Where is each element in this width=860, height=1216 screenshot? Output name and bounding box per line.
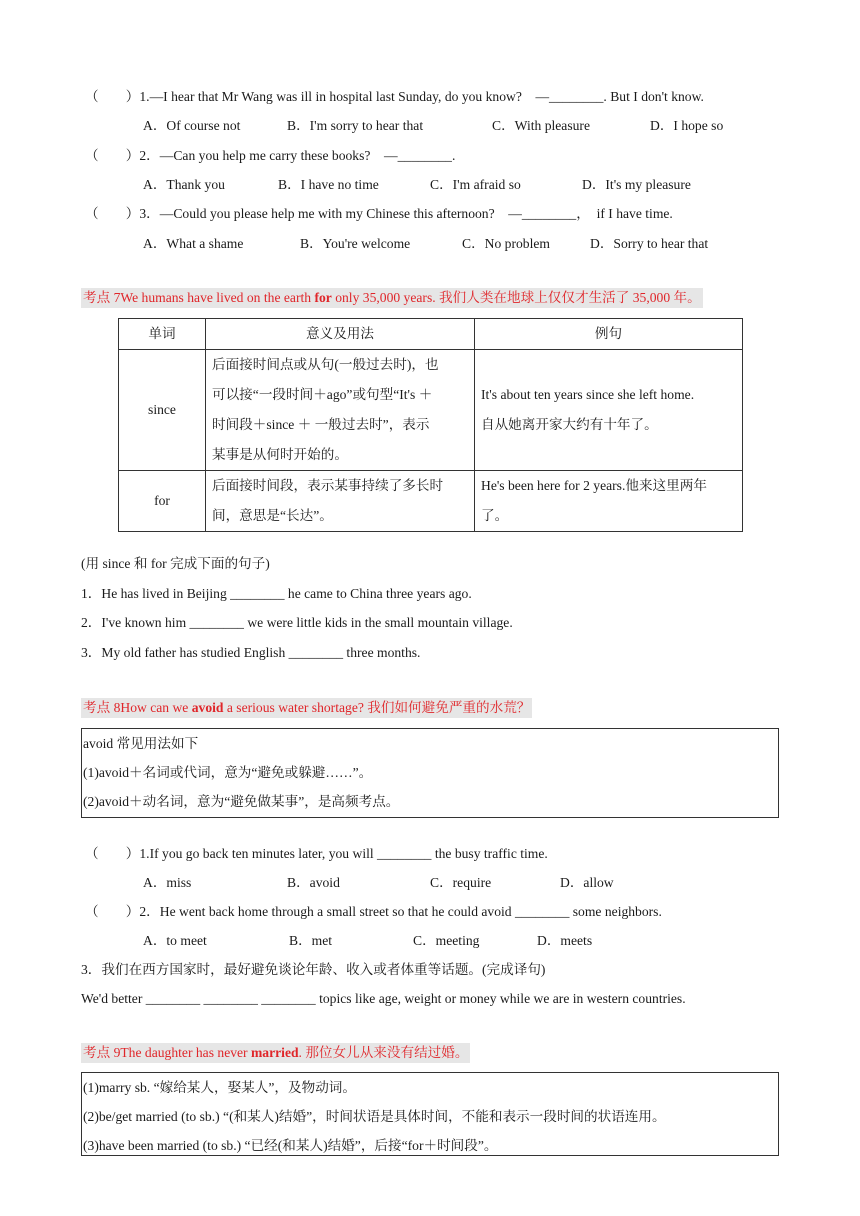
question-2: [85, 147, 455, 165]
table-row: [119, 471, 743, 532]
kp7-heading: 考点 7We humans have lived on the earth for only 35,000 years. 我们人类在地球上仅仅才生活了 35,000 年。: [81, 288, 703, 308]
usage-line: (2)avoid＋动名词，意为“避免做某事”，是高频考点。: [83, 794, 400, 809]
kp9-usage-box: [81, 1072, 779, 1156]
option-b[interactable]: B．met: [289, 933, 333, 948]
answer-bracket[interactable]: （ ）: [85, 206, 140, 221]
option-c[interactable]: C．require: [430, 875, 492, 890]
header-usage: 意义及用法: [206, 319, 475, 350]
kp8-question-1: [85, 845, 548, 863]
usage-line: avoid 常见用法如下: [83, 736, 199, 751]
usage-line: (3)have been married (to sb.) “已经(和某人)结婚”，后接“for＋时间段”。: [83, 1138, 498, 1153]
option-b[interactable]: B．I have no time: [278, 177, 379, 192]
header-example: 例句: [475, 319, 743, 350]
usage-line: (2)be/get married (to sb.) “(和某人)结婚”，时间状语是具体时间，不能和表示一段时间的状语连用。: [83, 1109, 666, 1124]
option-a[interactable]: A．to meet: [143, 933, 207, 948]
instruction-text: (用 since 和 for 完成下面的句子): [81, 556, 270, 571]
exercise-item[interactable]: 1．He has lived in Beijing ________ he came to China three years ago.: [81, 586, 472, 601]
example-cell: He's been here for 2 years.他来这里两年 了。: [475, 471, 743, 532]
word-cell: since: [119, 350, 206, 471]
option-a[interactable]: A．miss: [143, 875, 192, 890]
translation-answer-line[interactable]: We'd better ________ ________ ________ topics like age, weight or money while we are in western countries.: [81, 991, 686, 1006]
usage-cell: 后面接时间段，表示某事持续了多长时 间，意思是“长达”。: [206, 471, 475, 532]
question-text: 1.If you go back ten minutes later, you will ________ the busy traffic time.: [139, 846, 548, 861]
option-d[interactable]: D．allow: [560, 875, 614, 890]
question-text: 1.—I hear that Mr Wang was ill in hospital last Sunday, do you know? —________. But I don't know.: [139, 89, 704, 104]
usage-cell: 后面接时间点或从句(一般过去时)，也 可以接“一段时间＋ago”或句型“It's ＋ 时间段＋since ＋ 一般过去时”，表示 某事是从何时开始的。: [206, 350, 475, 471]
option-a[interactable]: A．What a shame: [143, 236, 244, 251]
usage-line: (1)marry sb. “嫁给某人，娶某人”，及物动词。: [83, 1080, 356, 1095]
question-text: 2．—Can you help me carry these books? —________.: [139, 148, 456, 163]
option-d[interactable]: D．It's my pleasure: [582, 177, 691, 192]
kp9-heading: 考点 9The daughter has never married. 那位女儿从来没有结过婚。: [81, 1043, 470, 1063]
answer-bracket[interactable]: （ ）: [85, 89, 140, 104]
option-b[interactable]: B．avoid: [287, 875, 340, 890]
option-c[interactable]: C．I'm afraid so: [430, 177, 521, 192]
option-d[interactable]: D．meets: [537, 933, 593, 948]
vocab-table: [118, 318, 743, 532]
table-header-row: [119, 319, 743, 350]
option-a[interactable]: A．Thank you: [143, 177, 225, 192]
question-text: 2．He went back home through a small street so that he could avoid ________ some neighbors.: [139, 904, 662, 919]
answer-bracket[interactable]: （ ）: [85, 846, 140, 861]
option-d[interactable]: D．I hope so: [650, 118, 724, 133]
option-a[interactable]: A．Of course not: [143, 118, 241, 133]
example-cell: It's about ten years since she left home. 自从她离开家大约有十年了。: [475, 350, 743, 471]
question-3: [85, 205, 673, 223]
exercise-item[interactable]: 2．I've known him ________ we were little kids in the small mountain village.: [81, 615, 513, 630]
question-text: 3．—Could you please help me with my Chinese this afternoon? —________， if I have time.: [139, 206, 673, 221]
option-c[interactable]: C．With pleasure: [492, 118, 590, 133]
option-b[interactable]: B．You're welcome: [300, 236, 411, 251]
answer-bracket[interactable]: （ ）: [85, 904, 140, 919]
header-word: 单词: [119, 319, 206, 350]
translation-prompt: 3．我们在西方国家时，最好避免谈论年龄、收入或者体重等话题。(完成译句): [81, 962, 546, 977]
answer-bracket[interactable]: （ ）: [85, 148, 140, 163]
table-row: [119, 350, 743, 471]
word-cell: for: [119, 471, 206, 532]
usage-line: (1)avoid＋名词或代词，意为“避免或躲避……”。: [83, 765, 373, 780]
option-c[interactable]: C．No problem: [462, 236, 550, 251]
kp8-heading: 考点 8How can we avoid a serious water shortage? 我们如何避免严重的水荒？: [81, 698, 532, 718]
kp8-usage-box: [81, 728, 779, 818]
option-c[interactable]: C．meeting: [413, 933, 480, 948]
option-b[interactable]: B．I'm sorry to hear that: [287, 118, 424, 133]
option-d[interactable]: D．Sorry to hear that: [590, 236, 709, 251]
question-1: [85, 88, 704, 106]
exercise-item[interactable]: 3．My old father has studied English ________ three months.: [81, 645, 421, 660]
kp8-question-2: [85, 903, 662, 921]
